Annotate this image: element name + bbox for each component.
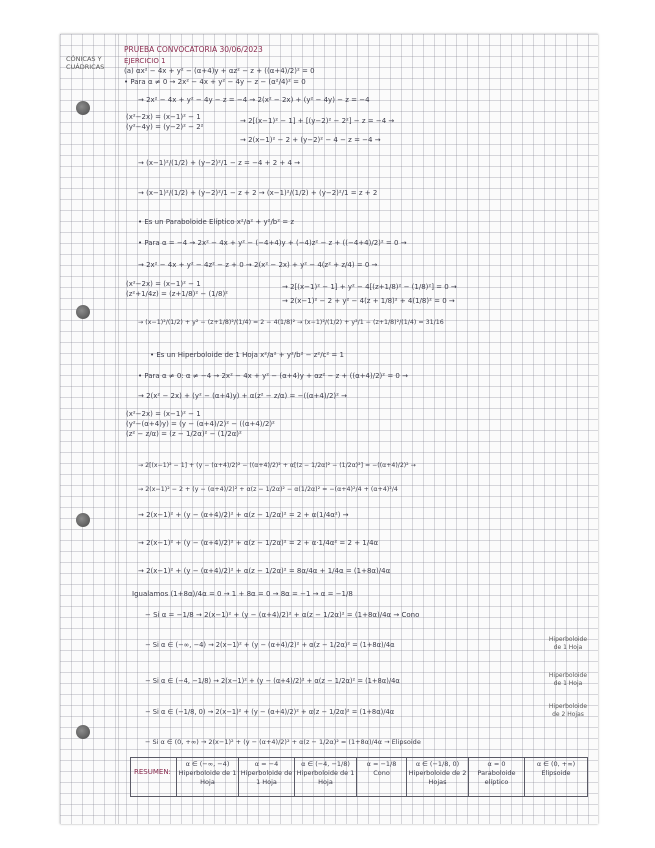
- math-line: (a) αx² − 4x + y² − (α+4)y + αz² − z + ((α+4)/2)² = 0: [124, 67, 315, 75]
- math-line: → 2(x−1)² + (y − (α+4)/2)² + α(z − 1/2α)² = 2 + α·1/4α² = 2 + 1/4α: [138, 539, 379, 547]
- math-line: → (x−1)²/(1/2) + (y−2)²/1 − z + 2 → (x−1)²/(1/2) + (y−2)²/1 = z + 2: [138, 189, 378, 197]
- notebook-sheet: [60, 34, 598, 824]
- math-line: → 2(x−1)² + (y − (α+4)/2)² + α(z − 1/2α)² = 8α/4α + 1/4α = (1+8α)/4α: [138, 567, 391, 575]
- summary-interval: α = 0: [487, 760, 506, 768]
- summary-result: Hiperboloide de 1 Hoja: [240, 768, 293, 786]
- math-line: → 2(x−1)² − 2 + y² − 4(z + 1/8)² + 4(1/8)² = 0 →: [282, 297, 455, 305]
- summary-label: RESUMEN:: [131, 758, 177, 796]
- summary-interval: α ∈ (−4, −1/8): [301, 760, 350, 768]
- case-result-note: Hiperboloide de 1 Hoja: [548, 636, 588, 651]
- summary-result: Hiperboloide de 1 Hoja: [178, 768, 237, 786]
- binder-hole: [76, 101, 90, 115]
- math-note: (y²−(α+4)y) = (y − (α+4)/2)² − ((α+4)/2)²: [126, 420, 275, 428]
- binder-hole: [76, 725, 90, 739]
- case-line: − Si α ∈ (−4, −1/8) → 2(x−1)² + (y − (α+4)/2)² + α(z − 1/2α)² = (1+8α)/4α: [145, 677, 400, 685]
- math-note: (x²−2x) = (x−1)² − 1: [126, 113, 201, 121]
- summary-result: Paraboloide elíptico: [477, 768, 516, 786]
- quadric-type: • Es un Paraboloide Elíptico x²/a² + y²/b² = z: [138, 218, 295, 226]
- binder-hole: [76, 305, 90, 319]
- math-note: (x²−2x) = (x−1)² − 1: [126, 280, 201, 288]
- math-line: • Para α ≠ 0 → 2x² − 4x + y² − 4y − z − (α²/4)² = 0: [124, 78, 306, 86]
- quadric-type: • Es un Hiperboloide de 1 Hoja x²/a² + y²/b² − z²/c² = 1: [150, 351, 344, 359]
- summary-interval: α ∈ (0, +∞): [536, 760, 576, 768]
- summary-interval: α ∈ (−∞, −4): [185, 760, 230, 768]
- math-note: (y²−4y) = (y−2)² − 2²: [126, 123, 204, 131]
- case-line: − Si α = −1/8 → 2(x−1)² + (y − (α+4)/2)² + α(z − 1/2α)² = (1+8α)/4α → Cono: [145, 611, 420, 619]
- math-line: → 2[(x−1)² − 1] + (y − (α+4)/2)² − ((α+4)/2)² + α[(z − 1/2α)² − (1/2α)²] = −((α+4)/2)² →: [138, 462, 416, 469]
- math-line: → (x−1)²/(1/2) + y² − (z+1/8)²/(1/4) = 2 − 4(1/8)² → (x−1)²/(1/2) + y²/1 − (z+1/8)²/(1/4) = 31/16: [138, 319, 444, 326]
- case-line: − Si α ∈ (0, +∞) → 2(x−1)² + (y − (α+4)/2)² + α(z − 1/2α)² = (1+8α)/4α → Elipsoide: [145, 738, 421, 746]
- summary-cell: [525, 758, 587, 796]
- summary-interval: α ∈ (−1/8, 0): [415, 760, 460, 768]
- math-line: → 2(x−1)² + (y − (α+4)/2)² + α(z − 1/2α)² = 2 + α(1/4α²) →: [138, 511, 349, 519]
- summary-result: Elipsoide: [541, 768, 571, 777]
- math-line: → 2x² − 4x + y² − 4y − z = −4 → 2(x² − 2x) + (y² − 4y) − z = −4: [138, 96, 370, 104]
- math-line: → 2[(x−1)² − 1] + [(y−2)² − 2²] − z = −4 →: [240, 117, 395, 125]
- math-note: (z²+1/4z) = (z+1/8)² − (1/8)²: [126, 290, 228, 298]
- math-line: • Para α ≠ 0: α ≠ −4 → 2x² − 4x + y² − (α+4)y + αz² − z + ((α+4)/2)² = 0 →: [138, 372, 408, 380]
- binder-hole: [76, 513, 90, 527]
- math-line: → 2(x² − 2x) + (y² − (α+4)y) + α(z² − z/α) = −((α+4)/2)² →: [138, 392, 348, 400]
- math-line: → 2x² − 4x + y² − 4z² − z + 0 → 2(x² − 2x) + y² − 4(z² + z/4) = 0 →: [138, 261, 378, 269]
- summary-cell: [357, 758, 407, 796]
- case-result-note: Hiperboloide de 2 Hojas: [548, 703, 588, 718]
- case-line: − Si α ∈ (−∞, −4) → 2(x−1)² + (y − (α+4)/2)² + α(z − 1/2α)² = (1+8α)/4α: [145, 641, 395, 649]
- summary-cell: [469, 758, 525, 796]
- summary-interval: α = −1/8: [366, 760, 397, 768]
- summary-cell: [239, 758, 295, 796]
- math-line: Igualamos (1+8α)/4α = 0 → 1 + 8α = 0 → 8α = −1 → α = −1/8: [132, 590, 353, 598]
- math-line: → 2[(x−1)² − 1] + y² − 4[(z+1/8)² − (1/8)²] = 0 →: [282, 283, 457, 291]
- math-line: • Para α = −4 → 2x² − 4x + y² − (−4+4)y + (−4)z² − z + ((−4+4)/2)² = 0 →: [138, 239, 407, 247]
- math-line: → (x−1)²/(1/2) + (y−2)²/1 − z = −4 + 2 + 4 →: [138, 159, 301, 167]
- summary-interval: α = −4: [254, 760, 279, 768]
- summary-box: [130, 757, 588, 797]
- math-line: → 2(x−1)² − 2 + (y − (α+4)/2)² + α(z − 1/2α)² − α(1/2α)² = −(α+4)²/4 + (α+4)²/4: [138, 486, 398, 493]
- case-line: − Si α ∈ (−1/8, 0) → 2(x−1)² + (y − (α+4)/2)² + α(z − 1/2α)² = (1+8α)/4α: [145, 708, 395, 716]
- summary-cell: [407, 758, 469, 796]
- margin-line: [118, 34, 119, 824]
- math-note: (x²−2x) = (x−1)² − 1: [126, 410, 201, 418]
- exercise-label: EJERCICIO 1: [124, 57, 166, 65]
- math-line: → 2(x−1)² − 2 + (y−2)² − 4 − z = −4 →: [240, 136, 381, 144]
- summary-result: Cono: [373, 768, 390, 777]
- math-note: (z² − z/α) = (z − 1/2α)² − (1/2α)²: [126, 430, 242, 438]
- side-note-topic: CÓNICAS Y CUÁDRICAS: [66, 55, 105, 72]
- page-title: PRUEBA CONVOCATORIA 30/06/2023: [124, 45, 263, 54]
- summary-cell: [295, 758, 357, 796]
- summary-result: Hiperboloide de 2 Hojas: [408, 768, 467, 786]
- case-result-note: Hiperboloide de 1 Hoja: [548, 672, 588, 687]
- summary-cell: [177, 758, 239, 796]
- summary-result: Hiperboloide de 1 Hoja: [296, 768, 355, 786]
